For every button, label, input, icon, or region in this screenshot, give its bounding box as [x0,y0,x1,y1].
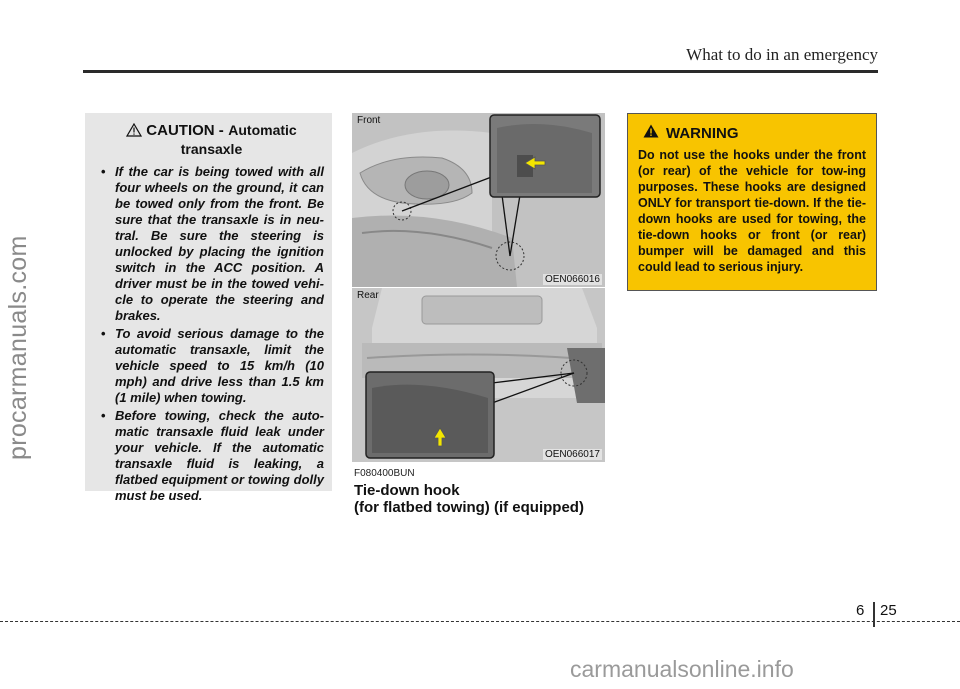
figure-title-line1: Tie-down hook [354,482,460,499]
rear-figure-label: Rear [357,290,379,301]
caution-item: • If the car is being towed with all four wheels on the ground, it can be towed only from the front. Be sure that the transaxle is in neu-tral. Be sure the steering is unlocked by placing the ignition switch in the ACC position. A driver must be in the towed vehi-cle to operate the steering and brakes. [99,164,324,324]
figure-title-line2: (for flatbed towing) (if equipped) [354,499,584,516]
warning-body: Do not use the hooks under the front (or rear) of the vehicle for tow-ing purposes. These hooks are designed ONLY for transport tie-down. If the tie-down hooks are used for towing, the tie-down hooks or front (or rear) bumper will be damaged and this could lead to serious injury. [638,148,866,274]
caution-subtitle-line2: transaxle [180,141,243,157]
warning-triangle-outline-icon [126,123,142,141]
caution-list [99,164,324,504]
front-tie-down-figure [352,113,605,287]
header-rule [83,70,878,73]
warning-header [643,124,866,143]
front-figure-code: OEN066016 [544,274,600,285]
figure-id: F080400BUN [354,468,415,479]
page-separator [873,602,875,627]
caution-item: • Before towing, check the auto-matic transaxle fluid leak under your vehicle. If the automatic transaxle fluid is leaking, a flatbed equipment or towing dolly must be used. [99,408,324,504]
rear-tie-down-figure [352,288,605,462]
warning-triangle-filled-icon [643,124,659,143]
bottom-watermark: carmanualsonline.info [570,656,794,682]
section-title: What to do in an emergency [686,45,878,64]
caution-box [85,113,332,503]
warning-label: WARNING [666,125,739,142]
side-watermark: procarmanuals.com [4,235,32,460]
footer-rule [0,621,960,622]
rear-figure-code: OEN066017 [544,449,600,460]
figure-title [354,482,584,516]
caution-item: • To avoid serious damage to the automatic transaxle, limit the vehicle speed to 15 km/h (10 mph) and drive less than 1.5 km (1 mile) when towing. [99,326,324,406]
caution-header [99,122,324,158]
caution-subtitle-line1: Automatic [228,122,297,138]
rear-car-illustration [352,288,605,462]
front-car-illustration [352,113,605,287]
chapter-number: 6 [856,602,865,619]
warning-box [627,113,877,291]
front-figure-label: Front [357,115,381,126]
page-number: 25 [880,602,897,619]
caution-label: CAUTION - [146,122,224,139]
